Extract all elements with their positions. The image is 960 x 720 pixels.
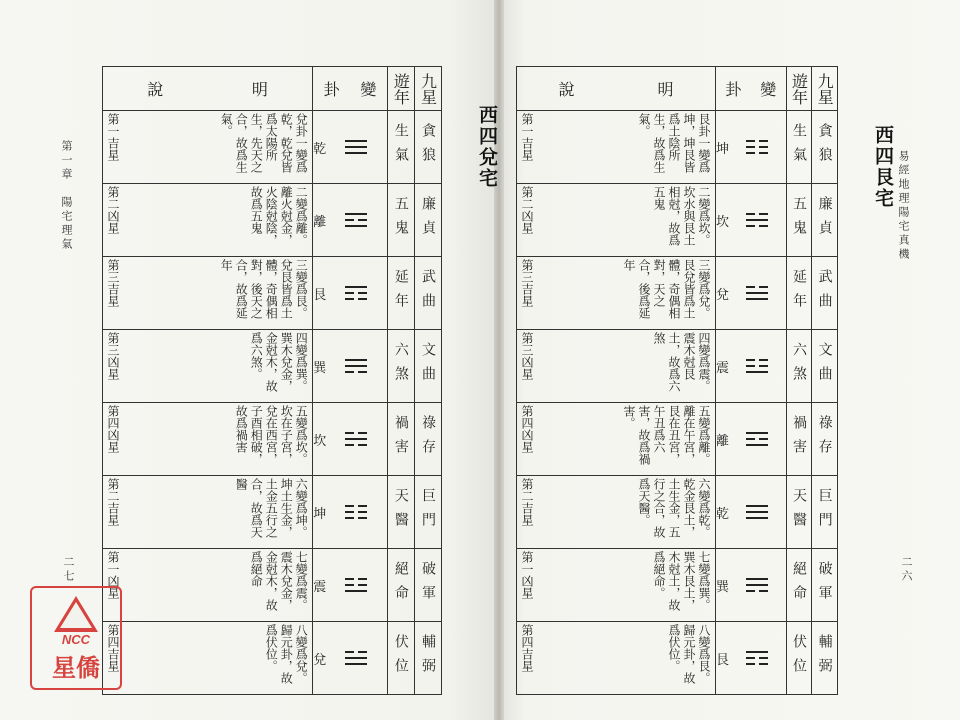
table-row — [103, 403, 442, 476]
nine-star-cell — [812, 111, 838, 184]
nine-star-cell — [812, 330, 838, 403]
header-char: 明 — [251, 80, 268, 99]
ncc-watermark-stamp — [30, 586, 122, 690]
nine-star-cell — [414, 622, 441, 695]
explanation-cell — [517, 622, 716, 695]
you-year-text: 禍害 — [790, 415, 807, 463]
explanation-cell — [517, 257, 716, 330]
table-row — [103, 184, 442, 257]
gua-cell — [716, 111, 787, 184]
trigram-icon — [746, 136, 768, 158]
triangle-icon — [54, 596, 98, 632]
trigram-icon — [746, 501, 768, 523]
gua-name: 巽 — [313, 360, 327, 376]
explanation-text: 八變爲兌。歸元卦，故爲伏位。 — [264, 624, 309, 684]
gua-name: 艮 — [716, 652, 730, 668]
explanation-text: 三變爲艮。兌艮皆爲土體，奇偶相對，後天之合，故爲延年 — [219, 259, 309, 319]
header-char: 變 — [760, 80, 777, 99]
explanation-cell — [517, 330, 716, 403]
you-year-text: 生氣 — [392, 123, 409, 171]
nine-star-cell — [414, 257, 441, 330]
table-title-text: 西四艮宅 — [872, 125, 894, 209]
trigram-icon — [345, 428, 367, 450]
explanation-cell — [103, 257, 313, 330]
trigram-icon — [746, 355, 768, 377]
luck-rating: 第二吉星 — [520, 478, 534, 526]
you-year-text: 伏位 — [790, 634, 807, 682]
gua-cell — [716, 184, 787, 257]
explanation-cell — [517, 111, 716, 184]
header-you-year: 遊年 — [387, 67, 414, 111]
explanation-text: 七變爲巽。巽木艮土，木尅土，故爲絕命。 — [652, 551, 712, 611]
gua-name: 離 — [313, 214, 327, 230]
luck-rating: 第一凶星 — [520, 551, 534, 599]
gua-cell — [313, 476, 388, 549]
you-year-cell — [387, 184, 414, 257]
house-trigram-icon — [452, 111, 474, 189]
luck-rating: 第四凶星 — [106, 405, 120, 453]
luck-rating: 第一吉星 — [106, 113, 120, 161]
header-char: 說 — [147, 80, 164, 99]
table-row — [517, 403, 838, 476]
nine-star-text: 祿存 — [816, 415, 833, 463]
nine-star-text: 巨門 — [816, 488, 833, 536]
youyear-table-dui — [102, 66, 442, 695]
gua-name: 巽 — [716, 579, 730, 595]
trigram-icon — [746, 428, 768, 450]
nine-star-cell — [414, 403, 441, 476]
you-year-text: 天醫 — [392, 488, 409, 536]
nine-star-cell — [414, 330, 441, 403]
you-year-cell — [387, 476, 414, 549]
nine-star-text: 巨門 — [419, 488, 436, 536]
trigram-icon — [345, 282, 367, 304]
stamp-brand: 星僑 — [52, 653, 100, 682]
header-gua-change — [313, 67, 388, 111]
trigram-icon — [746, 647, 768, 669]
table-header-row — [517, 67, 838, 111]
gua-name: 乾 — [313, 141, 327, 157]
explanation-text: 艮卦一變爲坤，坤艮皆爲土陰所生，故爲生氣。 — [637, 113, 712, 173]
explanation-cell — [517, 184, 716, 257]
nine-star-cell — [812, 184, 838, 257]
luck-rating: 第四凶星 — [520, 405, 534, 453]
gua-cell — [716, 403, 787, 476]
you-year-text: 六煞 — [790, 342, 807, 390]
explanation-text: 二變爲坎。坎水與艮土相尅，故爲五鬼 — [652, 186, 712, 246]
gua-name: 兌 — [313, 652, 327, 668]
luck-rating: 第二凶星 — [106, 186, 120, 234]
gua-cell — [716, 330, 787, 403]
you-year-text: 五鬼 — [392, 196, 409, 244]
gua-cell — [716, 476, 787, 549]
you-year-text: 絕命 — [790, 561, 807, 609]
gua-name: 坤 — [313, 506, 327, 522]
page-number-right: 二六 — [900, 556, 913, 584]
nine-star-text: 輔弼 — [816, 634, 833, 682]
luck-rating: 第三吉星 — [106, 259, 120, 307]
nine-star-cell — [414, 549, 441, 622]
explanation-text: 五變爲離。離在午宮，艮在丑宮，午丑爲六害，故爲禍害。 — [622, 405, 712, 465]
gua-cell — [716, 257, 787, 330]
luck-rating: 第四吉星 — [520, 624, 534, 672]
trigram-icon — [345, 355, 367, 377]
nine-star-text: 祿存 — [419, 415, 436, 463]
you-year-cell — [786, 184, 812, 257]
explanation-text: 四變爲巽。巽木兌金，金尅木，故爲六煞。 — [249, 332, 309, 392]
gua-cell — [313, 111, 388, 184]
explanation-cell — [103, 476, 313, 549]
page-number-left: 二七 — [62, 556, 75, 584]
explanation-cell — [103, 111, 313, 184]
trigram-icon — [345, 574, 367, 596]
explanation-cell — [103, 184, 313, 257]
trigram-icon — [345, 647, 367, 669]
nine-star-cell — [414, 184, 441, 257]
explanation-text: 七變爲震。震木兌金，金尅木，故爲絕命 — [249, 551, 309, 611]
gua-cell — [313, 403, 388, 476]
luck-rating: 第二吉星 — [106, 478, 120, 526]
explanation-text: 八變爲艮。歸元卦，故爲伏位。 — [667, 624, 712, 684]
gua-name: 離 — [716, 433, 730, 449]
header-explanation — [103, 67, 313, 111]
table-row — [517, 622, 838, 695]
running-header: 易經地理陽宅真機 — [897, 150, 910, 262]
table-row — [517, 476, 838, 549]
you-year-cell — [786, 403, 812, 476]
gua-cell — [313, 330, 388, 403]
nine-star-text: 武曲 — [816, 269, 833, 317]
gua-name: 乾 — [716, 506, 730, 522]
gua-cell — [716, 549, 787, 622]
trigram-icon — [746, 209, 768, 231]
gua-name: 震 — [716, 360, 730, 376]
you-year-cell — [786, 111, 812, 184]
nine-star-text: 廉貞 — [816, 196, 833, 244]
header-char: 卦 — [725, 80, 742, 99]
gua-name: 兌 — [716, 287, 730, 303]
nine-star-cell — [812, 622, 838, 695]
you-year-cell — [786, 622, 812, 695]
table-row — [517, 257, 838, 330]
nine-star-text: 文曲 — [419, 342, 436, 390]
gua-name: 坤 — [716, 141, 730, 157]
table-row — [103, 330, 442, 403]
gua-cell — [313, 257, 388, 330]
nine-star-cell — [812, 403, 838, 476]
luck-rating: 第三凶星 — [520, 332, 534, 380]
nine-star-cell — [812, 549, 838, 622]
you-year-text: 生氣 — [790, 123, 807, 171]
gua-name: 坎 — [313, 433, 327, 449]
you-year-cell — [387, 111, 414, 184]
explanation-cell — [517, 403, 716, 476]
luck-rating: 第四吉星 — [106, 624, 120, 672]
youyear-table-gen — [516, 66, 838, 695]
explanation-text: 六變爲坤。坤土生金，土金五行之合，故爲天醫 — [234, 478, 309, 538]
table-row — [517, 330, 838, 403]
nine-star-text: 破軍 — [419, 561, 436, 609]
explanation-cell — [103, 622, 313, 695]
gua-name: 坎 — [716, 214, 730, 230]
gua-cell — [313, 184, 388, 257]
stamp-text: NCC — [61, 632, 91, 647]
nine-star-cell — [812, 257, 838, 330]
nine-star-text: 貪狼 — [419, 123, 436, 171]
table-row — [517, 549, 838, 622]
table-row — [103, 257, 442, 330]
you-year-text: 延年 — [790, 269, 807, 317]
luck-rating: 第二凶星 — [520, 186, 534, 234]
nine-star-text: 破軍 — [816, 561, 833, 609]
explanation-text: 二變爲離。離火尅金，火陰尅陰，故爲五鬼 — [249, 186, 309, 246]
header-nine-star: 九星 — [414, 67, 441, 111]
explanation-text: 三變爲兌。艮兌皆爲土體，奇偶相對，天之合，後爲延年 — [622, 259, 712, 319]
header-nine-star: 九星 — [812, 67, 838, 111]
header-you-year: 遊年 — [786, 67, 812, 111]
you-year-cell — [387, 257, 414, 330]
you-year-text: 五鬼 — [790, 196, 807, 244]
trigram-icon — [345, 501, 367, 523]
explanation-text: 兌卦一變爲乾，乾兌皆爲太陽所生，先天之合，故爲生氣。 — [219, 113, 309, 173]
luck-rating: 第一凶星 — [106, 551, 120, 599]
explanation-text: 六變爲乾。乾金艮土，土生金，五行之合，故爲天醫。 — [637, 478, 712, 538]
explanation-cell — [103, 549, 313, 622]
explanation-text: 五變爲坎。坎在子宮，兌在西宮，子酉相破，故爲禍害 — [234, 405, 309, 465]
you-year-cell — [786, 549, 812, 622]
nine-star-text: 武曲 — [419, 269, 436, 317]
you-year-cell — [387, 622, 414, 695]
you-year-text: 六煞 — [392, 342, 409, 390]
chapter-header: 第一章 陽宅理氣 — [60, 140, 73, 252]
header-char: 卦 — [323, 80, 340, 99]
you-year-cell — [387, 549, 414, 622]
table-row — [103, 549, 442, 622]
you-year-cell — [387, 330, 414, 403]
table-row — [103, 476, 442, 549]
table-row — [517, 111, 838, 184]
table-title-left — [452, 105, 501, 189]
luck-rating: 第一吉星 — [520, 113, 534, 161]
gua-name: 震 — [313, 579, 327, 595]
gua-cell — [313, 549, 388, 622]
nine-star-cell — [414, 111, 441, 184]
you-year-text: 天醫 — [790, 488, 807, 536]
table-header-row — [103, 67, 442, 111]
you-year-cell — [786, 257, 812, 330]
gua-cell — [716, 622, 787, 695]
explanation-cell — [103, 403, 313, 476]
you-year-cell — [387, 403, 414, 476]
header-char: 明 — [657, 80, 674, 99]
gua-cell — [313, 622, 388, 695]
you-year-text: 絕命 — [392, 561, 409, 609]
luck-rating: 第三凶星 — [106, 332, 120, 380]
nine-star-text: 貪狼 — [816, 123, 833, 171]
you-year-text: 禍害 — [392, 415, 409, 463]
trigram-icon — [345, 136, 367, 158]
luck-rating: 第三吉星 — [520, 259, 534, 307]
nine-star-cell — [414, 476, 441, 549]
table-title-text: 西四兌宅 — [476, 105, 498, 189]
header-char: 變 — [360, 80, 377, 99]
header-explanation — [517, 67, 716, 111]
trigram-icon — [345, 209, 367, 231]
header-char: 說 — [558, 80, 575, 99]
explanation-text: 四變爲震。震木尅艮土，故爲六煞 — [652, 332, 712, 392]
you-year-cell — [786, 330, 812, 403]
nine-star-text: 輔弼 — [419, 634, 436, 682]
nine-star-text: 廉貞 — [419, 196, 436, 244]
nine-star-text: 文曲 — [816, 342, 833, 390]
table-title-right — [848, 125, 897, 209]
header-gua-change — [716, 67, 787, 111]
nine-star-cell — [812, 476, 838, 549]
explanation-cell — [103, 330, 313, 403]
gua-name: 艮 — [313, 287, 327, 303]
trigram-icon — [746, 574, 768, 596]
table-row — [103, 622, 442, 695]
table-row — [103, 111, 442, 184]
house-trigram-icon — [848, 131, 870, 209]
you-year-cell — [786, 476, 812, 549]
table-row — [517, 184, 838, 257]
you-year-text: 伏位 — [392, 634, 409, 682]
explanation-cell — [517, 476, 716, 549]
you-year-text: 延年 — [392, 269, 409, 317]
explanation-cell — [517, 549, 716, 622]
trigram-icon — [746, 282, 768, 304]
